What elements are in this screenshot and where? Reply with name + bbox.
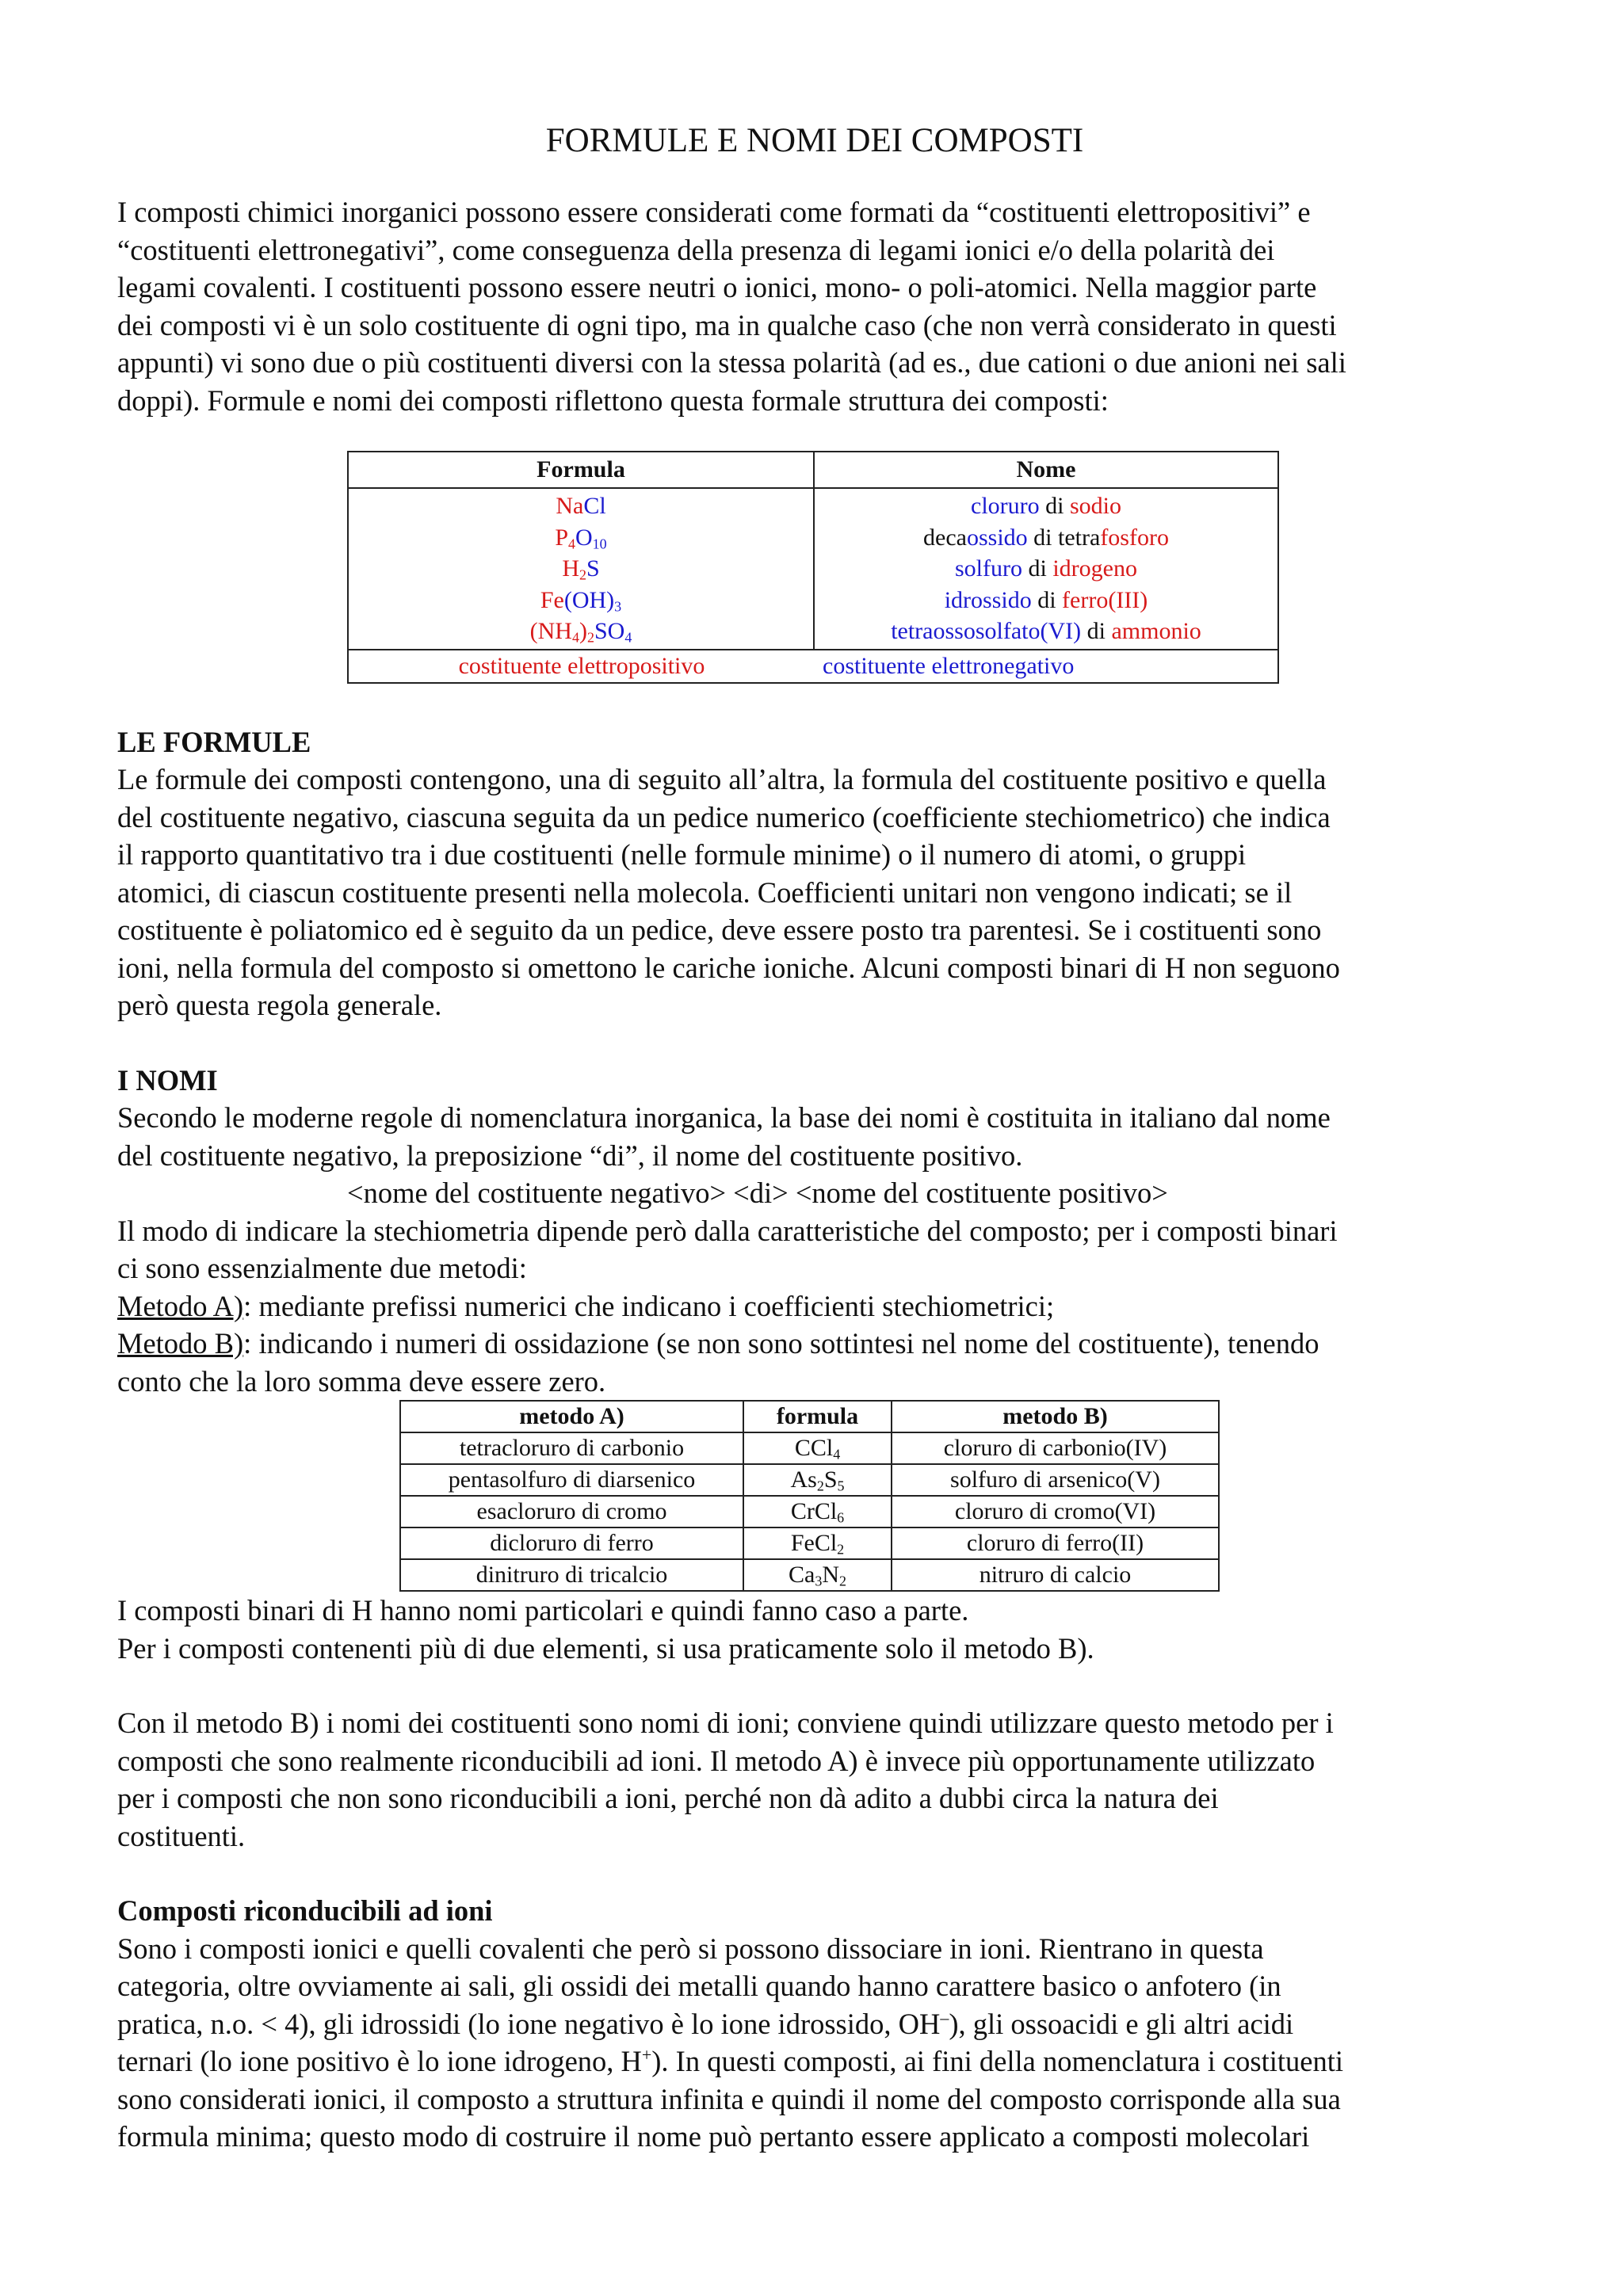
text-line: ci sono essenzialmente due metodi: [117, 1252, 527, 1284]
text-line: del costituente negativo, la preposizione “di”, il nome del costituente positivo. [117, 1138, 1023, 1172]
text-line: Le formule dei composti contengono, una di seguito all’altra, la formula del costituente positivo e quella [117, 763, 1327, 795]
table-row [400, 1464, 1219, 1496]
text-line: atomici, di ciascun costituente presenti nella molecola. Coefficienti unitari non vengono indicati; se il [117, 875, 1293, 909]
metodo-a-cell: pentasolfuro di diarsenico [400, 1464, 743, 1496]
table-row [400, 1496, 1219, 1527]
text-line: appunti) vi sono due o più costituenti diversi con la stessa polarità (ad es., due cationi o due anioni nei sali [117, 346, 1346, 379]
header-metodo-a: metodo A) [400, 1401, 743, 1432]
text-line: conto che la loro somma deve essere zero. [117, 1364, 606, 1398]
intro-paragraph [117, 193, 1512, 419]
table-row [400, 1432, 1219, 1464]
text-line: dei composti vi è un solo costituente di ogni tipo, ma in qualche caso (che non verrà considerato in questi [117, 308, 1337, 341]
metodo-b-line [117, 1325, 1512, 1363]
metodo-b-cell: cloruro di carbonio(IV) [892, 1432, 1219, 1464]
text-line: costituenti. [117, 1819, 246, 1852]
formula-cell: $As_2S_5$ [743, 1464, 892, 1496]
header-nome: Nome [814, 452, 1278, 488]
section-ioni [117, 1892, 1512, 2156]
text-line: costituente è poliatomico ed è seguito da un pedice, deve essere posto tra parentesi. Se i costituenti sono [117, 913, 1322, 946]
text-line: il rapporto quantitativo tra i due costituenti (nelle formule minime) o il numero di atomi, o gruppi [117, 838, 1247, 871]
heading-formule: LE FORMULE [117, 725, 311, 758]
metodo-b-cell: solfuro di arsenico(V) [892, 1464, 1219, 1496]
text-span: ). In questi composti, ai fini della nomenclatura i costituenti [651, 2045, 1344, 2077]
formula-cell: $(NH_4)_2SO_4$ [529, 618, 632, 646]
charge-superscript: + [641, 2044, 652, 2065]
text-line: Il modo di indicare la stechiometria dipende però dalla caratteristiche del composto; per i composti binari [117, 1214, 1338, 1247]
document-page [117, 119, 1512, 2156]
charge-superscript: – [940, 2007, 949, 2027]
metodo-b-cell: cloruro di cromo(VI) [892, 1496, 1219, 1527]
table-row [400, 1527, 1219, 1559]
text-line: sono considerati ionici, il composto a struttura infinita e quindi il nome del composto corrisponde alla sua [117, 2082, 1341, 2115]
text-line: doppi). Formule e nomi dei composti riflettono questa formale struttura dei composti: [117, 383, 1109, 417]
name-cell: idrossido di ferro(III) [944, 586, 1148, 613]
metodo-a-line [117, 1287, 1512, 1325]
section-nomi [117, 1062, 1512, 1401]
text-line: Per i composti contenenti più di due elementi, si usa praticamente solo il metodo B). [117, 1631, 1094, 1665]
text-span: pratica, n.o. < 4), gli idrossidi (lo ione negativo è lo ione idrossido, OH [117, 2007, 941, 2040]
metodo-b-text: : indicando i numeri di ossidazione (se non sono sottintesi nel nome del costituente), tenendo [243, 1327, 1319, 1360]
text-line: ioni, nella formula del composto si omettono le cariche ioniche. Alcuni composti binari di H non seguono [117, 951, 1340, 984]
text-line: Con il metodo B) i nomi dei costituenti sono nomi di ioni; conviene quindi utilizzare questo metodo per i [117, 1707, 1334, 1739]
text-line: “costituenti elettronegativi”, come conseguenza della presenza di legami ionici e/o della polarità dei [117, 233, 1275, 266]
naming-pattern: <nome del costituente negativo> <di> <nome del costituente positivo> [347, 1177, 1168, 1209]
formula-cell: NaCl [556, 493, 606, 519]
legend-row [348, 650, 1278, 683]
text-line: Secondo le moderne regole di nomenclatura inorganica, la base dei nomi è costituita in italiano dal nome [117, 1101, 1331, 1134]
after-table-text [117, 1592, 1512, 1667]
text-line: legami covalenti. I costituenti possono essere neutri o ionici, mono- o poli-atomici. Nella maggior parte [117, 271, 1317, 303]
legend-electronegative: costituente elettronegativo [823, 652, 1075, 679]
formula-cell: $P_4O_{10}$ [555, 524, 607, 551]
formula-cell: $Fe(OH)_3$ [540, 586, 622, 614]
metodo-b-label: Metodo B) [117, 1327, 244, 1360]
formula-cell: CrCl$_6$ [743, 1496, 892, 1527]
name-cell: cloruro di sodio [971, 493, 1121, 519]
header-metodo-b: metodo B) [892, 1401, 1219, 1432]
table-row [400, 1559, 1219, 1591]
text-line: formula minima; questo modo di costruire il nome può pertanto essere applicato a composti molecolari [117, 2120, 1310, 2153]
text-line: per i composti che non sono riconducibili a ioni, perché non dà adito a dubbi circa la natura dei [117, 1782, 1219, 1814]
name-cell: decaossido di tetrafosforo [923, 524, 1169, 551]
text-span: ternari (lo ione positivo è lo ione idrogeno, H [117, 2045, 642, 2077]
metodo-a-text: : mediante prefissi numerici che indicano i coefficienti stechiometrici; [243, 1289, 1055, 1322]
text-line [117, 2042, 1512, 2081]
formula-cell: $H_2S$ [562, 555, 600, 583]
text-line: Sono i composti ionici e quelli covalenti che però si possono dissociare in ioni. Rientrano in questa [117, 1932, 1264, 1965]
name-cell: solfuro di idrogeno [955, 555, 1137, 582]
text-line: I composti binari di H hanno nomi particolari e quindi fanno caso a parte. [117, 1594, 969, 1627]
section-formule [117, 723, 1512, 1024]
metodo-a-cell: tetracloruro di carbonio [400, 1432, 743, 1464]
name-column [814, 488, 1278, 650]
page-title: FORMULE E NOMI DEI COMPOSTI [545, 122, 1084, 159]
name-cell: tetraossosolfato(VI) di ammonio [891, 618, 1201, 644]
legend-electropositive: costituente elettropositivo [458, 652, 705, 679]
text-span: ), gli ossoacidi e gli altri acidi [949, 2007, 1294, 2040]
text-line: del costituente negativo, ciascuna seguita da un pedice numerico (coefficiente stechiometrico) che indica [117, 800, 1331, 833]
formula-name-table [347, 451, 1279, 684]
metodo-a-cell: dinitruro di tricalcio [400, 1559, 743, 1591]
heading-ioni: Composti riconducibili ad ioni [117, 1894, 493, 1927]
formula-column [348, 488, 814, 650]
formula-cell: CCl$_4$ [743, 1432, 892, 1464]
metodo-b-cell: nitruro di calcio [892, 1559, 1219, 1591]
text-line: categoria, oltre ovviamente ai sali, gli ossidi dei metalli quando hanno carattere basico o anfotero (in [117, 1970, 1281, 2002]
metodo-a-cell: dicloruro di ferro [400, 1527, 743, 1559]
text-line: composti che sono realmente riconducibili ad ioni. Il metodo A) è invece più opportunamente utilizzato [117, 1744, 1316, 1777]
heading-nomi: I NOMI [117, 1063, 218, 1097]
formula-cell: $Ca_3N_2$ [743, 1559, 892, 1591]
metodo-a-cell: esacloruro di cromo [400, 1496, 743, 1527]
metodo-a-label: Metodo A) [117, 1289, 244, 1322]
text-line [117, 2005, 1512, 2043]
methods-table [399, 1400, 1220, 1592]
formula-cell: FeCl$_2$ [743, 1527, 892, 1559]
text-line: però questa regola generale. [117, 989, 442, 1021]
text-line: I composti chimici inorganici possono essere considerati come formati da “costituenti elettropositivi” e [117, 196, 1311, 228]
header-formula: Formula [348, 452, 814, 488]
header-formula: formula [743, 1401, 892, 1432]
metodo-b-cell: cloruro di ferro(II) [892, 1527, 1219, 1559]
metodo-paragraph [117, 1704, 1512, 1855]
